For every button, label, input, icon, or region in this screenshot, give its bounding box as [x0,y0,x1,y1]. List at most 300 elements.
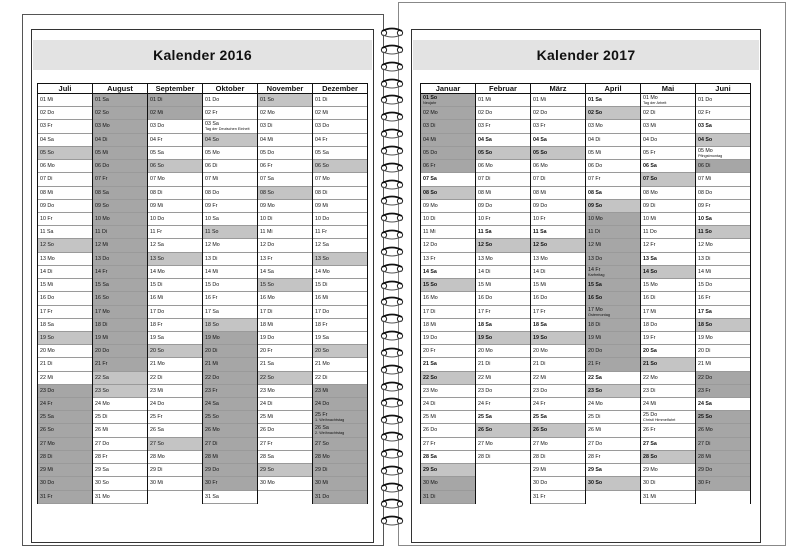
day-cell: 03 Di [421,120,475,133]
day-cell: 02 Do [531,107,585,120]
day-cell: 18 Mi [421,319,475,332]
month-column [147,83,202,504]
day-cell: 20 Mo [476,345,530,358]
day-cell: 15 Sa [93,279,147,292]
day-cell: 29 So [258,464,312,477]
day-cell: 07 Mo [313,173,367,186]
day-cell: 16 Mo [421,292,475,305]
day-cell: 18 So [203,319,257,332]
holiday-note: Pfingstmontag [698,153,723,158]
day-cell: 03 Di [258,120,312,133]
day-cell: 01 Do [203,94,257,107]
day-cell: 11 Di [93,226,147,239]
day-cell: 22 Mi [38,372,92,385]
day-cell: 03 Do [148,120,202,133]
day-cell: 04 Fr [148,134,202,147]
month-column [695,83,751,504]
empty-cell [148,491,202,504]
day-cell: 03 Fr [38,120,92,133]
day-cell: 04 Mi [258,134,312,147]
day-cell: 20 So [148,345,202,358]
day-cell: 17 Fr [38,306,92,319]
day-cell: 23 Mi [313,385,367,398]
day-cell: 01 Mi [476,94,530,107]
day-cell: 13 Di [203,253,257,266]
day-cell: 24 Fr [531,398,585,411]
calendar-grid-2016 [37,83,368,504]
day-cell: 10 Mo [93,213,147,226]
day-cell: 29 Do [203,464,257,477]
day-cell: 06 Do [93,160,147,173]
day-cell: 01 Di [148,94,202,107]
day-cell: 18 Di [586,319,640,332]
day-cell: 15 Di [313,279,367,292]
day-cell: 25 Sa [38,411,92,424]
day-cell: 12 Mi [93,239,147,252]
month-column [420,83,475,504]
day-cell: 15 Do [203,279,257,292]
day-cell: 27 Mo [38,438,92,451]
day-cell: 09 Do [476,200,530,213]
day-cell: 11 Fr [313,226,367,239]
month-header: November [258,83,312,94]
day-cell: 04 Fr [313,134,367,147]
day-cell: 04 Sa [531,134,585,147]
spiral-ring-icon [380,60,404,72]
day-cell: 03 Sa [696,120,750,133]
day-cell: 07 Fr [93,173,147,186]
day-cell: 18 Do [641,319,695,332]
spiral-ring-icon [380,447,404,459]
day-cell: 16 Di [641,292,695,305]
day-cell: 01 Di [313,94,367,107]
day-cell: 31 Di [421,491,475,504]
day-cell: 09 Mo [258,200,312,213]
day-cell: 28 Di [38,451,92,464]
day-cell: 17 Mo Ostermontag [586,306,640,319]
spiral-ring-icon [380,110,404,122]
day-cell: 02 Mo [258,107,312,120]
day-cell: 22 Do [696,372,750,385]
day-cell: 14 Fr Karfreitag [586,266,640,279]
month-header: Juli [38,83,92,94]
day-cell: 05 Do [421,147,475,160]
day-cell: 01 Sa [586,94,640,107]
day-cell: 05 So [476,147,530,160]
day-cell: 21 So [641,358,695,371]
day-cell: 08 Di [148,187,202,200]
holiday-note: Karfreitag [588,272,605,277]
page-title: Kalender 2017 [413,40,759,70]
day-cell: 10 Sa [203,213,257,226]
day-cell: 06 Fr [421,160,475,173]
day-cell: 10 Di [421,213,475,226]
day-cell: 28 Mi [203,451,257,464]
holiday-note: 2. Weihnachtstag [315,431,345,436]
day-cell: 08 Mi [476,187,530,200]
day-cell: 09 Mi [148,200,202,213]
day-cell: 22 Mi [476,372,530,385]
day-cell: 31 Mi [641,491,695,504]
day-cell: 28 Mi [696,451,750,464]
day-cell: 25 Di [93,411,147,424]
day-cell: 13 So [313,253,367,266]
day-cell: 09 Fr [696,200,750,213]
day-cell: 09 Di [641,200,695,213]
day-cell: 11 Do [641,226,695,239]
day-cell: 21 Mo [313,358,367,371]
day-cell: 16 Do [476,292,530,305]
day-cell: 14 Sa [258,266,312,279]
day-cell: 19 So [531,332,585,345]
day-cell: 03 Fr [531,120,585,133]
month-column [475,83,530,504]
day-cell: 16 Mi [148,292,202,305]
day-cell: 02 Mi [313,107,367,120]
spiral-ring-icon [380,514,404,526]
day-cell: 03 Mo [93,120,147,133]
day-cell: 15 Mi [38,279,92,292]
day-cell: 13 Do [586,253,640,266]
day-cell: 19 So [476,332,530,345]
day-cell: 07 So [641,173,695,186]
day-cell: 13 Do [93,253,147,266]
day-cell: 30 So [586,477,640,490]
day-cell: 03 Fr [476,120,530,133]
month-column [37,83,92,504]
spiral-ring-icon [380,481,404,493]
month-column [312,83,368,504]
day-cell: 12 So [476,239,530,252]
day-cell: 04 Mi [421,134,475,147]
day-cell: 08 So [421,187,475,200]
day-cell: 10 Mo [586,213,640,226]
day-cell: 20 Do [93,345,147,358]
day-cell: 27 Di [696,438,750,451]
day-cell: 16 Fr [203,292,257,305]
day-cell: 24 Fr [38,398,92,411]
day-cell: 12 Do [421,239,475,252]
day-cell: 16 Fr [696,292,750,305]
day-cell: 12 Sa [148,239,202,252]
day-cell: 04 Di [93,134,147,147]
day-cell: 22 Di [313,372,367,385]
day-cell: 13 Mo [531,253,585,266]
day-cell: 03 Mi [641,120,695,133]
day-cell: 08 Mo [641,187,695,200]
day-cell: 22 So [258,372,312,385]
day-cell: 18 Sa [38,319,92,332]
month-header: Januar [421,83,475,94]
day-cell: 29 Di [313,464,367,477]
page-2017 [411,29,761,543]
day-cell: 01 So [258,94,312,107]
day-cell: 15 Di [148,279,202,292]
day-cell: 24 Sa [696,398,750,411]
day-cell: 02 So [586,107,640,120]
day-cell: 12 Do [258,239,312,252]
day-cell: 29 So [421,464,475,477]
day-cell: 01 Mo Tag der Arbeit [641,94,695,107]
empty-cell [476,464,530,477]
day-cell: 23 Fr [696,385,750,398]
day-cell: 19 Mo [203,332,257,345]
day-cell: 03 Mo [586,120,640,133]
day-cell: 01 Mi [531,94,585,107]
day-cell: 28 Fr [586,451,640,464]
day-cell: 24 Do [148,398,202,411]
day-cell: 19 Sa [148,332,202,345]
day-cell: 09 Mo [421,200,475,213]
day-cell: 30 Di [641,477,695,490]
day-cell: 27 Do [93,438,147,451]
day-cell: 11 Mi [258,226,312,239]
day-cell: 26 Mi [586,424,640,437]
day-cell: 08 Mi [38,187,92,200]
day-cell: 20 So [313,345,367,358]
day-cell: 20 Fr [421,345,475,358]
day-cell: 16 Mo [258,292,312,305]
day-cell: 11 Sa [476,226,530,239]
day-cell: 19 Do [421,332,475,345]
spiral-ring-icon [380,464,404,476]
month-header: Juni [696,83,750,94]
day-cell: 14 Di [476,266,530,279]
day-cell: 19 Sa [313,332,367,345]
day-cell: 05 Mo [203,147,257,160]
day-cell: 08 Do [203,187,257,200]
empty-cell [258,491,312,504]
spiral-ring-icon [380,413,404,425]
day-cell: 24 Mo [93,398,147,411]
month-column [530,83,585,504]
day-cell: 07 Di [476,173,530,186]
day-cell: 08 Sa [93,187,147,200]
day-cell: 26 Do [421,424,475,437]
day-cell: 14 Mi [696,266,750,279]
day-cell: 20 Mo [531,345,585,358]
day-cell: 06 Mo [38,160,92,173]
day-cell: 27 Do [586,438,640,451]
day-cell: 09 So [586,200,640,213]
day-cell: 17 Di [258,306,312,319]
day-cell: 30 Do [38,477,92,490]
day-cell: 20 Di [203,345,257,358]
day-cell: 11 Di [586,226,640,239]
day-cell: 17 Sa [203,306,257,319]
spiral-ring-icon [380,26,404,38]
day-cell: 21 Mi [696,358,750,371]
calendar-grid-2017 [420,83,751,504]
day-cell: 10 Do [313,213,367,226]
day-cell: 17 Mo [93,306,147,319]
day-cell: 17 Fr [476,306,530,319]
day-cell: 06 Mo [531,160,585,173]
day-cell: 28 So [641,451,695,464]
day-cell: 08 Do [696,187,750,200]
day-cell: 04 Do [641,134,695,147]
day-cell: 29 Sa [93,464,147,477]
day-cell: 19 So [38,332,92,345]
day-cell: 17 Mi [641,306,695,319]
empty-cell [586,491,640,504]
month-column [202,83,257,504]
day-cell: 18 So [696,319,750,332]
day-cell: 02 Fr [203,107,257,120]
day-cell: 04 Sa [476,134,530,147]
day-cell: 18 Mi [258,319,312,332]
day-cell: 06 So [313,160,367,173]
day-cell: 30 Fr [203,477,257,490]
empty-cell [476,491,530,504]
day-cell: 16 So [586,292,640,305]
day-cell: 29 Mi [38,464,92,477]
empty-cell [696,491,750,504]
spiral-ring-icon [380,396,404,408]
day-cell: 25 Mi [258,411,312,424]
day-cell: 12 So [531,239,585,252]
day-cell: 24 Mo [586,398,640,411]
month-header: Februar [476,83,530,94]
day-cell: 27 Fr [258,438,312,451]
day-cell: 23 Do [531,385,585,398]
day-cell: 26 Mo [696,424,750,437]
day-cell: 23 Do [476,385,530,398]
day-cell: 17 Do [148,306,202,319]
spiral-ring-icon [380,144,404,156]
day-cell: 25 Do Christi Himmelfahrt [641,411,695,424]
day-cell: 21 Di [38,358,92,371]
day-cell: 28 Di [476,451,530,464]
day-cell: 06 Mo [476,160,530,173]
day-cell: 30 Mo [421,477,475,490]
day-cell: 07 Sa [421,173,475,186]
day-cell: 25 Fr 1. Weihnachtstag [313,411,367,424]
day-cell: 09 Mi [313,200,367,213]
day-cell: 05 Sa [148,147,202,160]
day-cell: 23 So [586,385,640,398]
day-cell: 23 Mo [258,385,312,398]
day-cell: 12 So [38,239,92,252]
day-cell: 26 Do [258,424,312,437]
spiral-ring-icon [380,43,404,55]
day-cell: 06 Do [586,160,640,173]
day-cell: 21 Sa [421,358,475,371]
day-cell: 26 Sa [148,424,202,437]
spiral-ring-icon [380,329,404,341]
day-cell: 08 Mi [531,187,585,200]
spiral-ring-icon [380,262,404,274]
day-cell: 22 Sa [586,372,640,385]
spiral-ring-icon [380,312,404,324]
day-cell: 02 Mo [421,107,475,120]
day-cell: 14 So [641,266,695,279]
day-cell: 27 So [148,438,202,451]
day-cell: 14 Fr [93,266,147,279]
month-header: August [93,83,147,94]
day-cell: 05 Sa [313,147,367,160]
day-cell: 09 So [93,200,147,213]
day-cell: 27 Fr [421,438,475,451]
day-cell: 05 Mi [93,147,147,160]
day-cell: 10 Fr [531,213,585,226]
empty-cell [476,477,530,490]
day-cell: 24 Fr [476,398,530,411]
day-cell: 05 So [38,147,92,160]
day-cell: 30 Mi [313,477,367,490]
day-cell: 05 Do [258,147,312,160]
day-cell: 26 Mi [93,424,147,437]
day-cell: 07 Sa [258,173,312,186]
day-cell: 05 Mi [586,147,640,160]
day-cell: 13 Fr [258,253,312,266]
day-cell: 06 Di [696,160,750,173]
day-cell: 02 Do [476,107,530,120]
day-cell: 25 Sa [531,411,585,424]
spiral-ring-icon [380,295,404,307]
day-cell: 14 Sa [421,266,475,279]
day-cell: 27 So [313,438,367,451]
day-cell: 22 Do [203,372,257,385]
month-header: April [586,83,640,94]
day-cell: 28 Di [531,451,585,464]
page-title: Kalender 2016 [33,40,372,70]
day-cell: 14 Mi [203,266,257,279]
day-cell: 08 Di [313,187,367,200]
day-cell: 19 Mi [93,332,147,345]
spiral-ring-icon [380,228,404,240]
day-cell: 09 Do [38,200,92,213]
day-cell: 04 So [203,134,257,147]
day-cell: 10 Di [258,213,312,226]
day-cell: 31 Mo [93,491,147,504]
day-cell: 15 Do [696,279,750,292]
holiday-note: 1. Weihnachtstag [315,418,345,423]
day-cell: 15 Mi [531,279,585,292]
day-cell: 22 Mi [531,372,585,385]
day-cell: 06 So [148,160,202,173]
day-cell: 18 Fr [313,319,367,332]
day-cell: 07 Fr [586,173,640,186]
day-cell: 27 Mo [531,438,585,451]
day-cell: 20 Di [696,345,750,358]
day-cell: 24 Do [313,398,367,411]
day-cell: 14 Di [531,266,585,279]
day-cell: 24 Mi [641,398,695,411]
day-cell: 27 Di [203,438,257,451]
day-cell: 29 Mo [641,464,695,477]
day-cell: 25 Fr [148,411,202,424]
month-column [92,83,147,504]
day-cell: 26 So [38,424,92,437]
day-cell: 26 Sa 2. Weihnachtstag [313,424,367,437]
day-cell: 09 Do [531,200,585,213]
day-cell: 13 Di [696,253,750,266]
spiral-ring-icon [380,77,404,89]
day-cell: 07 Mi [696,173,750,186]
spiral-ring-icon [380,127,404,139]
day-cell: 30 Do [531,477,585,490]
day-cell: 07 Di [38,173,92,186]
day-cell: 01 So Neujahr [421,94,475,107]
day-cell: 29 Do [696,464,750,477]
day-cell: 07 Mi [203,173,257,186]
holiday-note: Neujahr [423,101,437,105]
day-cell: 11 So [203,226,257,239]
day-cell: 11 Fr [148,226,202,239]
day-cell: 23 Fr [203,385,257,398]
spiral-ring-icon [380,211,404,223]
